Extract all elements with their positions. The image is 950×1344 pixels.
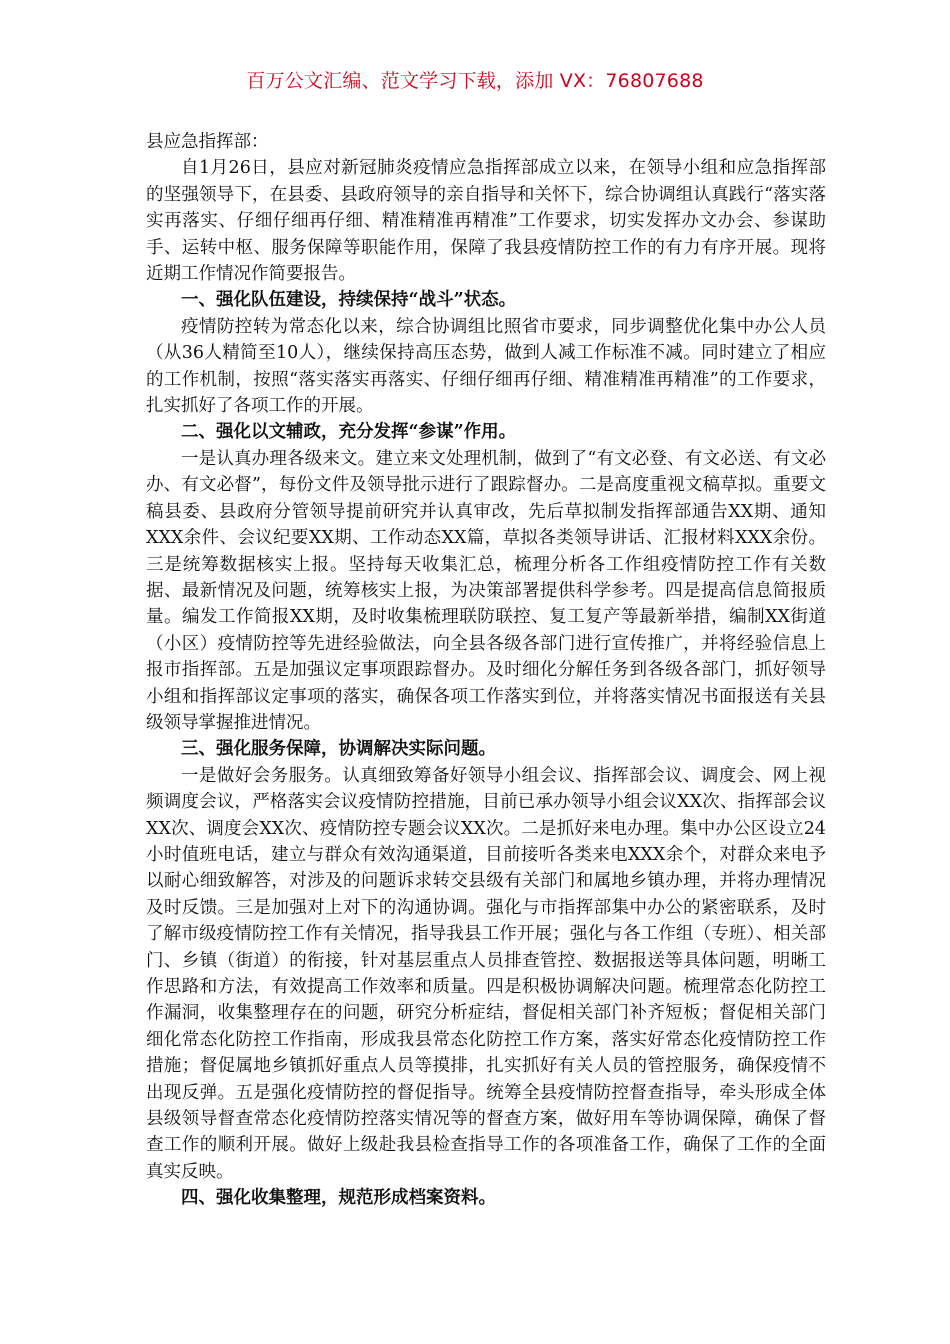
intro-paragraph: 自1月26日，县应对新冠肺炎疫情应急指挥部成立以来，在领导小组和应急指挥部的坚强领导下，在县委、县政府领导的亲自指导和关怀下，综合协调组认真践行“落实落实再落实、仔细仔细再仔细、精准精准再精准”工作要求，切实发挥办文办会、参谋助手、运转中枢、服务保障等职能作用，保障了我县疫情防控工作的有力有序开展。现将近期工作情况作简要报告。 — [146, 158, 826, 285]
section-body-1: 疫情防控转为常态化以来，综合协调组比照省市要求，同步调整优化集中办公人员（从36人精简至10人），继续保持高压态势，做到人减工作标准不减。同时建立了相应的工作机制，按照“落实落实再落实、仔细仔细再仔细、精准精准再精准”的工作要求，扎实抓好了各项工作的开展。 — [146, 316, 826, 417]
section-heading-1: 一、强化队伍建设，持续保持“战斗”状态。 — [181, 290, 517, 311]
section-heading-3: 三、强化服务保障，协调解决实际问题。 — [181, 739, 496, 760]
section-heading-2: 二、强化以文辅政，充分发挥“参谋”作用。 — [181, 422, 517, 443]
section-body-3: 一是做好会务服务。认真细致筹备好领导小组会议、指挥部会议、调度会、网上视频调度会议，严格落实会议疫情防控措施，目前已承办领导小组会议XX次、指挥部会议XX次、调度会XX次、疫情防控专题会议XX次。二是抓好来电办理。集中办公区设立24小时值班电话，建立与群众有效沟通渠道，目前接听各类来电XXX余个，对群众来电予以耐心细致解答，对涉及的问题诉求转交县级有关部门和属地乡镇办理，并将办理情况及时反馈。三是加强对上对下的沟通协调。强化与市指挥部集中办公的紧密联系，及时了解市级疫情防控工作有关情况，指导我县工作开展；强化与各工作组（专班）、相关部门、乡镇（街道）的衔接，针对基层重点人员排查管控、数据报送等具体问题，明晰工作思路和方法，有效提高工作效率和质量。四是积极协调解决问题。梳理常态化防控工作漏洞，收集整理存在的问题，研究分析症结，督促相关部门补齐短板；督促相关部门细化常态化防控工作指南，形成我县常态化防控工作方案，落实好常态化疫情防控工作措施；督促属地乡镇抓好重点人员等摸排，扎实抓好有关人员的管控服务，确保疫情不出现反弹。五是强化疫情防控的督促指导。统筹全县疫情防控督查指导，牵头形成全体县级领导督查常态化疫情防控落实情况等的督查方案，做好用车等协调保障，确保了督查工作的顺利开展。做好上级赴我县检查指导工作的各项准备工作，确保了工作的全面真实反映。 — [146, 765, 826, 1182]
section-body-2: 一是认真办理各级来文。建立来文处理机制，做到了“有文必登、有文必送、有文必办、有文必督”，每份文件及领导批示进行了跟踪督办。二是高度重视文稿草拟。重要文稿县委、县政府分管领导提前研究并认真审改，先后草拟制发指挥部通告XX期、通知XXX余件、会议纪要XX期、工作动态XX篇，草拟各类领导讲话、汇报材料XXX余份。三是统筹数据核实上报。坚持每天收集汇总，梳理分析各工作组疫情防控工作有关数据、最新情况及问题，统筹核实上报，为决策部署提供科学参考。四是提高信息简报质量。编发工作简报XX期，及时收集梳理联防联控、复工复产等最新举措，编制XX街道（小区）疫情防控等先进经验做法，向全县各级各部门进行宣传推广，并将经验信息上报市指挥部。五是加强议定事项跟踪督办。及时细化分解任务到各级各部门，抓好领导小组和指挥部议定事项的落实，确保各项工作落实到位，并将落实情况书面报送有关县级领导掌握推进情况。 — [146, 448, 826, 733]
document-body — [146, 129, 826, 1212]
download-banner: 百万公文汇编、范文学习下载，添加 VX：76807688 — [246, 70, 704, 92]
section-heading-4: 四、强化收集整理，规范形成档案资料。 — [181, 1188, 496, 1209]
salutation: 县应急指挥部： — [146, 132, 269, 152]
